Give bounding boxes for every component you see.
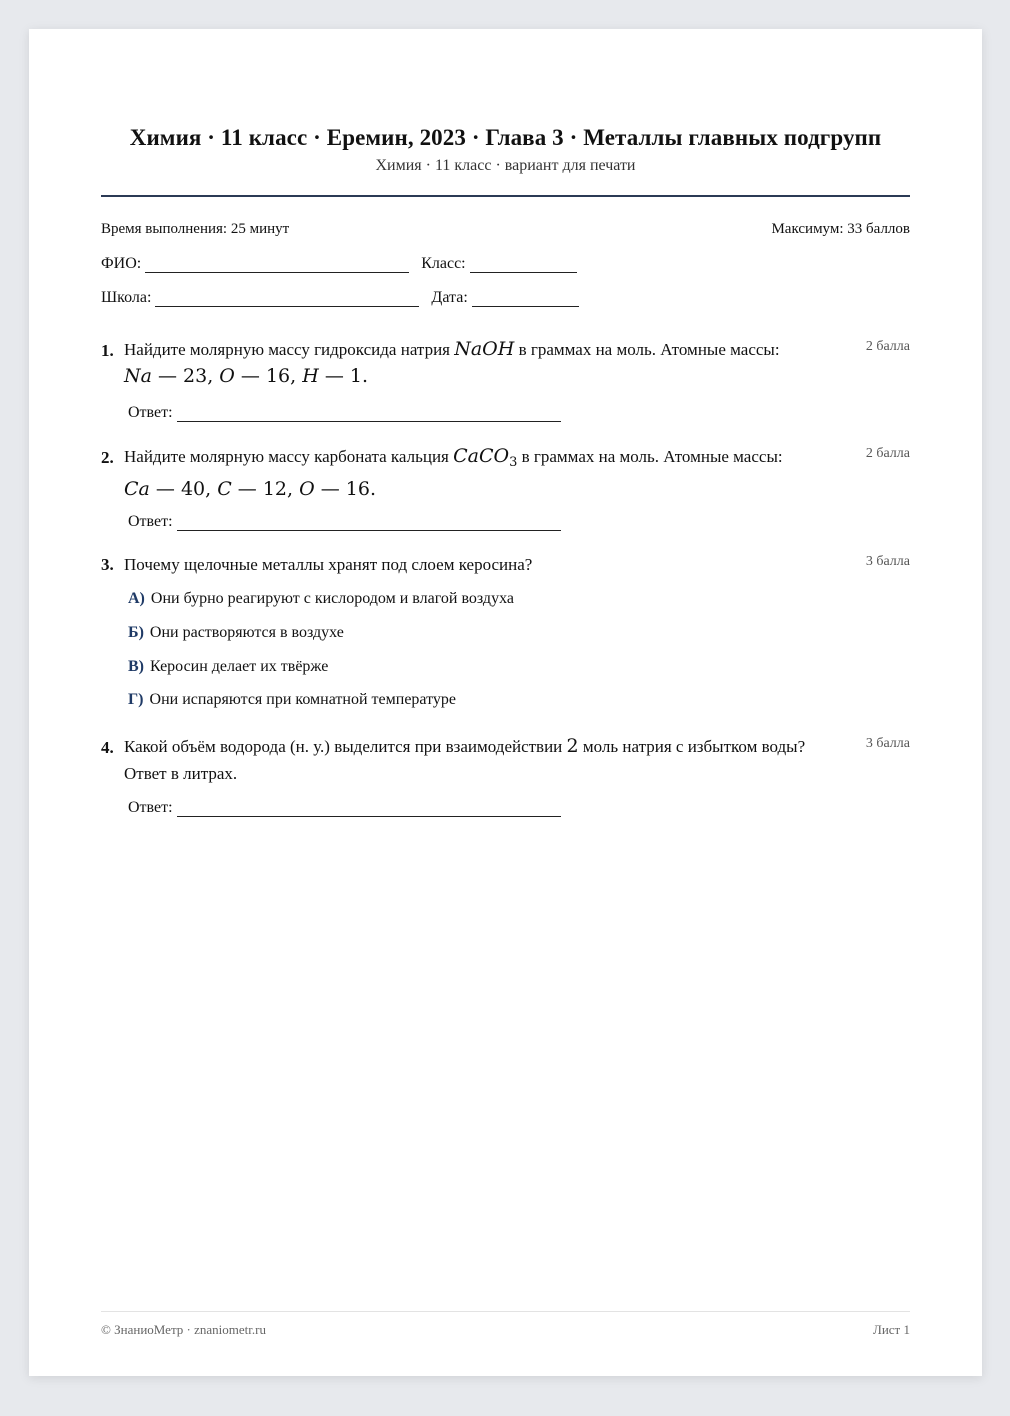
header-divider [101,195,910,197]
question-text: Почему щелочные металлы хранят под слоем керосина? [124,555,533,574]
element-symbol: O [219,365,235,387]
footer-divider [101,1311,910,1312]
school-field[interactable] [155,290,419,307]
option-letter: А) [128,590,145,607]
option-letter: Б) [128,624,144,641]
footer-copyright: © ЗнаниоМетр · znaniometr.ru [101,1322,266,1337]
element-symbol: C [217,478,232,500]
date-field[interactable] [472,290,579,307]
answer-row [128,404,561,422]
answer-field[interactable] [177,800,561,817]
answer-field[interactable] [177,514,561,531]
element-symbol: O [299,478,315,500]
max-score: Максимум: 33 баллов [771,221,910,237]
element-symbol: H [302,365,319,387]
fio-label: ФИО: [101,255,142,272]
question-points: 2 балла [865,446,910,461]
formula-subscript: 3 [509,455,518,470]
fio-field[interactable] [145,256,409,273]
page-header [101,121,910,176]
answer-label: Ответ: [128,513,173,530]
answer-row [128,513,561,531]
question-points: 3 балла [865,554,910,569]
answer-label: Ответ: [128,799,173,816]
option-a[interactable] [128,590,514,608]
class-field[interactable] [470,256,577,273]
option-text: Они испаряются при комнатной температуре [149,691,456,708]
question-number: 4. [101,738,114,757]
question-number: 3. [101,555,114,574]
answer-field[interactable] [177,405,561,422]
option-g[interactable] [128,691,456,709]
page-subtitle: Химия · 11 класс · вариант для печати [375,157,636,174]
time-limit: Время выполнения: 25 минут [101,221,290,237]
number: 2 [566,735,579,757]
page-title: Химия · 11 класс · Еремин, 2023 · Глава 3 · Металлы главных подгрупп [129,125,882,150]
student-info-row [101,255,589,273]
option-letter: Г) [128,691,144,708]
option-text: Они бурно реагируют с кислородом и влагой воздуха [150,590,514,607]
question-text: Найдите молярную массу гидроксида натрия NaOH в граммах на моль. Атомные массы: Na — 23, O — 16, H — 1. [124,338,780,387]
formula: NaOH [454,338,515,360]
worksheet-page [29,29,982,1376]
question-points: 3 балла [865,736,910,751]
option-v[interactable] [128,658,328,676]
question-text: Какой объём водорода (н. у.) выделится при взаимодействии 2 моль натрия с избытком воды? Ответ в литрах. [124,735,806,783]
question-number: 2. [101,448,114,467]
date-label: Дата: [431,289,468,306]
option-text: Они растворяются в воздухе [149,624,344,641]
school-label: Школа: [101,289,152,306]
option-b[interactable] [128,624,344,642]
element-symbol: Ca [124,478,150,500]
question-text: Найдите молярную массу карбоната кальция CaCO$_3$ в граммах на моль. Атомные массы: Ca — 40, C — 12, O — 16. [124,445,783,500]
answer-row [128,799,561,817]
element-symbol: Na [124,365,152,387]
answer-label: Ответ: [128,404,173,421]
option-letter: В) [128,658,144,675]
question-points: 2 балла [865,339,910,354]
page-number: Лист 1 [873,1322,910,1337]
class-label: Класс: [421,255,466,272]
question-number: 1. [101,341,114,360]
formula: CaCO [453,445,510,467]
school-info-row [101,289,591,307]
option-text: Керосин делает их твёрже [150,658,329,675]
